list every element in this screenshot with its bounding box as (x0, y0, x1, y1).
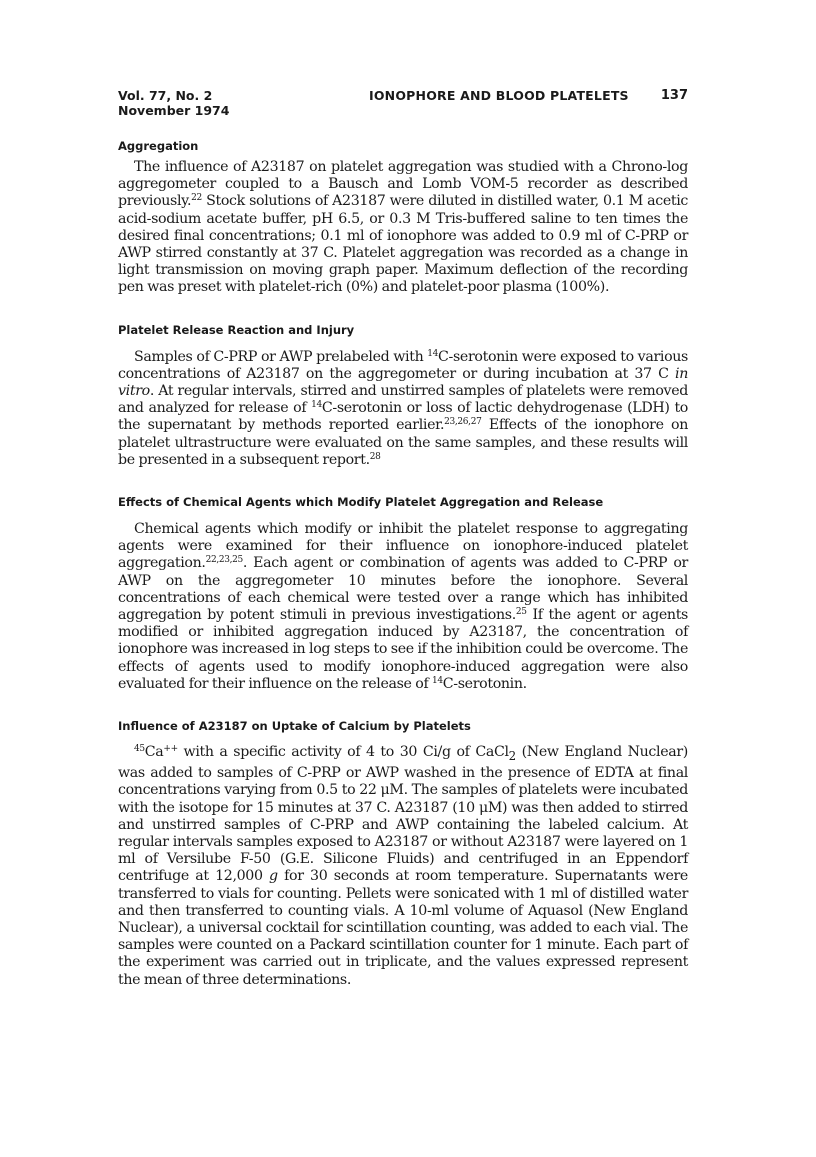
text-run: If the agent or agents modified or inhibited aggregation induced by A23187, the concentration of ionophore was increased in log steps to see if the inhibition could be overcome. The effects of agents used to modify ionophore-induced aggregation were also evaluated for their influence on the release of (118, 607, 688, 692)
issue-date: November 1974 (118, 103, 230, 118)
page-number: 137 (660, 88, 688, 103)
isotope-superscript: 14 (311, 400, 322, 411)
text-run: The influence of A23187 on platelet aggregation was studied with a Chrono-log aggregometer coupled to a Bausch and Lomb VOM-5 recorder as described previously. (118, 159, 688, 210)
volume-number: Vol. 77, No. 2 (118, 88, 213, 103)
reference-citation: 22,23,25 (205, 555, 243, 566)
text-run: C-serotonin or loss of lactic dehydrogenase (LDH) to the supernatant by methods reported earlier. (118, 400, 688, 434)
section-heading-calcium-uptake: Influence of A23187 on Uptake of Calcium by Platelets (118, 719, 471, 734)
section-heading-release-reaction: Platelet Release Reaction and Injury (118, 322, 355, 337)
section-heading-chemical-agents: Effects of Chemical Agents which Modify Platelet Aggregation and Release (118, 495, 604, 510)
formula-subscript: 2 (508, 748, 516, 763)
reference-citation: 25 (515, 607, 527, 618)
running-title: IONOPHORE AND BLOOD PLATELETS (369, 88, 629, 103)
isotope-superscript: 45 (134, 744, 145, 755)
text-run: Stock solutions of A23187 were diluted in distilled water, 0.1 M acetic acid-sodium acetate buffer, pH 6.5, or 0.3 M Tris-buffered saline to ten times the desired final concentrations; 0.1 ml of ionophore was added to 0.9 ml of C-PRP or AWP stirred constantly at 37 C. Platelet aggregation was recorded as a change in light transmission on moving graph paper. Maximum deflection of the recording pen was preset with platelet-rich (0%) and platelet-poor plasma (100%). (118, 193, 688, 296)
paragraph-chemical-agents (118, 521, 688, 693)
paragraph-calcium-uptake (118, 744, 688, 989)
italic-term: in vitro (118, 365, 688, 400)
text-run: Effects of the ionophore on platelet ultrastructure were evaluated on the same samples, and these results will be presented in a subsequent report. (118, 417, 688, 468)
text-run: Samples of C-PRP or AWP prelabeled with (134, 348, 428, 365)
text-run: C-serotonin were exposed to various concentrations of A23187 on the aggregometer or during incubation at 37 C (118, 348, 688, 382)
text-run: Ca (144, 744, 164, 761)
journal-issue (118, 88, 229, 118)
text-run: with a specific activity of 4 to 30 Ci/g of CaCl (177, 744, 509, 761)
paragraph-release-reaction (118, 349, 688, 469)
charge-superscript: ++ (163, 744, 178, 755)
text-run: . Each agent or combination of agents was added to C-PRP or AWP on the aggregometer 10 minutes before the ionophore. Several concentrations of each chemical were tested over a range which has inhibited aggregation by potent stimuli in previous investigations. (118, 555, 688, 624)
text-run: for 30 seconds at room temperature. Supernatants were transferred to vials for counting. Pellets were sonicated with 1 ml of distilled water and then transferred to counting vials. A 10-ml volume of Aquasol (New England Nuclear), a universal cocktail for scintillation counting, was added to each vial. The samples were counted on a Packard scintillation counter for 1 minute. Each part of the experiment was carried out in triplicate, and the values expressed represent the mean of three determinations. (118, 868, 688, 988)
text-run: Chemical agents which modify or inhibit the platelet response to aggregating agents were examined for their influence on ionophore-induced platelet aggregation. (118, 521, 688, 572)
text-run: C-serotonin. (442, 675, 527, 692)
isotope-superscript: 14 (432, 675, 443, 686)
reference-citation: 28 (369, 451, 381, 462)
reference-citation: 22 (191, 193, 202, 204)
isotope-superscript: 14 (427, 348, 439, 359)
running-header (118, 88, 688, 122)
paragraph-aggregation (118, 159, 688, 297)
journal-page (118, 88, 688, 989)
italic-term: g (269, 868, 278, 885)
reference-citation: 23,26,27 (444, 417, 482, 428)
text-run: (New England Nuclear) was added to samples of C-PRP or AWP washed in the presence of EDTA at final concentrations varying from 0.5 to 22 μM. The samples of platelets were incubated with the isotope for 15 minutes at 37 C. A23187 (10 μM) was then added to stirred and unstirred samples of C-PRP and AWP containing the labeled calcium. At regular intervals samples exposed to A23187 or without A23187 were layered on 1 ml of Versilube F-50 (G.E. Silicone Fluids) and centrifuged in an Eppendorf centrifuge at 12,000 (118, 744, 688, 885)
text-run: . At regular intervals, stirred and unstirred samples of platelets were removed and analyzed for release of (118, 383, 688, 417)
section-heading-aggregation: Aggregation (118, 139, 199, 153)
